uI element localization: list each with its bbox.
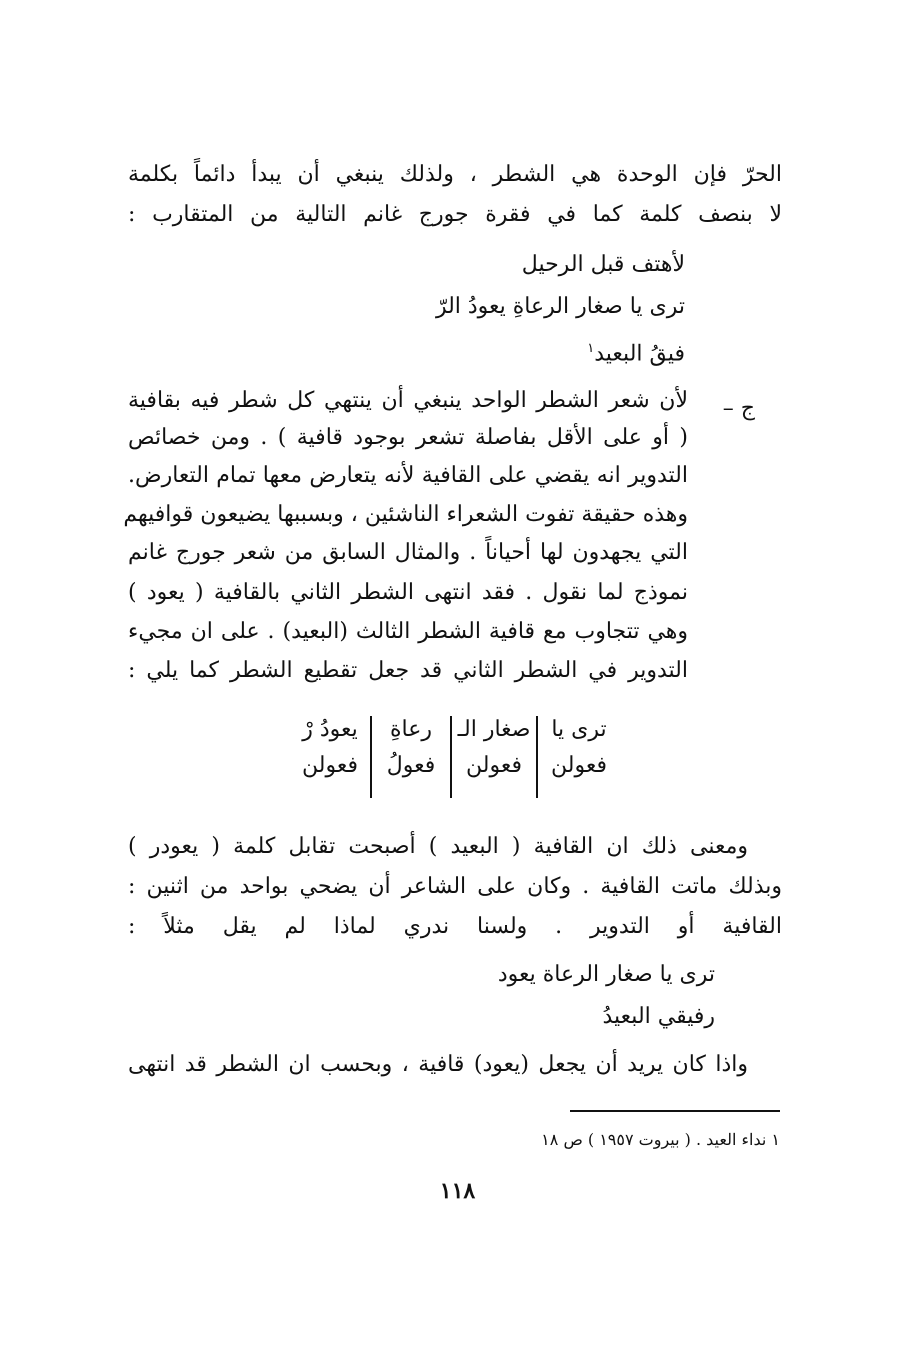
poem-line: ترى يا صغار الرعاةِ يعودُ الرّ xyxy=(435,294,685,319)
scansion-column xyxy=(372,712,450,798)
scansion-column xyxy=(290,712,370,798)
body-line: وهذه حقيقة تفوت الشعراء الناشئين ، وبسببها يضيعون قوافيهم xyxy=(123,502,688,527)
body-line: ( أو على الأقل بفاصلة تشعر بوجود قافية ) . ومن خصائص xyxy=(128,425,688,450)
body-line: الحرّ فإن الوحدة هي الشطر ، ولذلك ينبغي أن يبدأ دائماً بكلمة xyxy=(128,162,782,187)
body-line: وهي تتجاوب مع قافية الشطر الثالث (البعيد) . على ان مجيء xyxy=(128,619,689,644)
footnote: ١ نداء العيد . ( بيروت ١٩٥٧ ) ص ١٨ xyxy=(541,1130,780,1149)
column-divider xyxy=(370,716,372,798)
scansion-foot: فعولن xyxy=(551,753,607,778)
poem-line-text: فيقُ البعيد xyxy=(594,341,685,367)
scansion-column xyxy=(538,712,620,798)
footnote-rule xyxy=(570,1110,780,1112)
footnote-mark: ١ xyxy=(587,341,595,356)
body-line: القافية أو التدوير . ولسنا ندري لماذا لم يقل مثلاً : xyxy=(128,914,782,939)
body-line: نموذج لما نقول . فقد انتهى الشطر الثاني بالقافية ( يعود ) xyxy=(128,580,688,605)
body-line: التدوير في الشطر الثاني قد جعل تقطيع الشطر كما يلي : xyxy=(128,658,688,683)
column-divider xyxy=(450,716,452,798)
scansion-foot: فعولن xyxy=(466,753,522,778)
scansion-column xyxy=(452,712,536,798)
scansion-foot: فعولُ xyxy=(386,753,436,778)
poem-line: لأهتف قبل الرحيل xyxy=(521,252,685,277)
body-line: واذا كان يريد أن يجعل (يعود) قافية ، وبحسب ان الشطر قد انتهى xyxy=(128,1052,748,1077)
scansion-words: رعاةِ xyxy=(390,717,432,742)
body-line: وبذلك ماتت القافية . وكان على الشاعر أن يضحي بواحد من اثنين : xyxy=(128,874,782,899)
poem-line: رفيقي البعيدُ xyxy=(602,1004,715,1029)
body-line: لأن شعر الشطر الواحد ينبغي أن ينتهي كل شطر فيه بقافية xyxy=(128,388,688,413)
body-line: لا بنصف كلمة كما في فقرة جورج غانم التالية من المتقارب : xyxy=(128,202,782,227)
column-divider xyxy=(536,716,538,798)
scansion-foot: فعولن xyxy=(302,753,358,778)
body-line: ومعنى ذلك ان القافية ( البعيد ) أصبحت تقابل كلمة ( يعودر ) xyxy=(128,834,748,859)
scansion-words: يعودُ رْ xyxy=(302,717,358,742)
body-line: التي يجهدون لها أحياناً . والمثال السابق من شعر جورج غانم xyxy=(128,540,688,565)
poem-line: ترى يا صغار الرعاة يعود xyxy=(497,962,715,987)
scansion-table xyxy=(290,712,620,798)
poem-line xyxy=(587,334,685,369)
scansion-words: ترى يا xyxy=(551,717,607,742)
scansion-words: صغار الـ xyxy=(457,717,531,742)
body-line: التدوير انه يقضي على القافية لأنه يتعارض معها تمام التعارض. xyxy=(128,463,688,488)
section-marker: ج – xyxy=(722,396,755,421)
page-number: ١١٨ xyxy=(439,1178,476,1204)
